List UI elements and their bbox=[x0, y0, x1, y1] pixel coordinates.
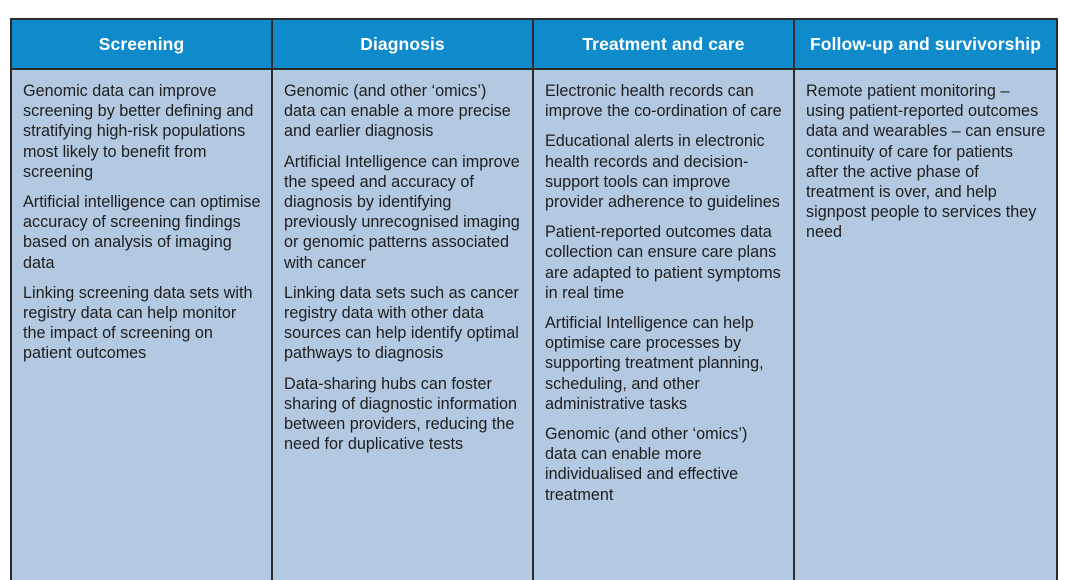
header-follow-up-and-survivorship: Follow-up and survivorship bbox=[809, 33, 1042, 54]
table-paragraph: Artificial Intelligence can improve the speed and accuracy of diagnosis by identifying previously unrecognised imaging or genomic patterns associated with cancer bbox=[284, 152, 520, 272]
table-paragraph: Artificial intelligence can optimise accuracy of screening findings based on analysis of imaging data bbox=[23, 193, 261, 272]
table-paragraph: Genomic data can improve screening by better defining and stratifying high-risk populations most likely to benefit from screening bbox=[23, 82, 254, 181]
table-paragraph: Educational alerts in electronic health records and decision-support tools can improve provider adherence to guidelines bbox=[545, 132, 780, 212]
table-paragraph: Patient-reported outcomes data collection can ensure care plans are adapted to patient symptoms in real time bbox=[545, 223, 781, 302]
cell-diagnosis bbox=[273, 70, 534, 580]
table-paragraph: Remote patient monitoring – using patient-reported outcomes data and wearables – can ensure continuity of care for patients after the active phase of treatment is over, and help signpost people to services they need bbox=[806, 82, 1046, 242]
cell-follow-up-and-survivorship bbox=[795, 70, 1056, 580]
table-paragraph: Data-sharing hubs can foster sharing of diagnostic information between providers, reducing the need for duplicative tests bbox=[284, 374, 518, 454]
table-paragraph: Artificial Intelligence can help optimise care processes by supporting treatment planning, scheduling, and other administrative tasks bbox=[545, 314, 764, 413]
table-paragraph: Genomic (and other ‘omics’) data can enable a more precise and earlier diagnosis bbox=[284, 82, 511, 141]
data-uses-table bbox=[10, 18, 1058, 580]
table-paragraph: Linking screening data sets with registry data can help monitor the impact of screening on patient outcomes bbox=[23, 283, 253, 363]
table-paragraph: Linking data sets such as cancer registry data with other data sources can help identify optimal pathways to diagnosis bbox=[284, 283, 519, 363]
table-header-row bbox=[12, 20, 1056, 70]
header-screening: Screening bbox=[12, 20, 273, 68]
header-diagnosis: Diagnosis bbox=[273, 20, 534, 68]
header-treatment-and-care: Treatment and care bbox=[534, 20, 795, 68]
table-body-row bbox=[12, 70, 1056, 580]
cell-treatment-and-care bbox=[534, 70, 795, 580]
cell-screening bbox=[12, 70, 273, 580]
table-paragraph: Genomic (and other ‘omics’) data can enable more individualised and effective treatment bbox=[545, 425, 748, 504]
table-paragraph: Electronic health records can improve the co-ordination of care bbox=[545, 82, 782, 121]
